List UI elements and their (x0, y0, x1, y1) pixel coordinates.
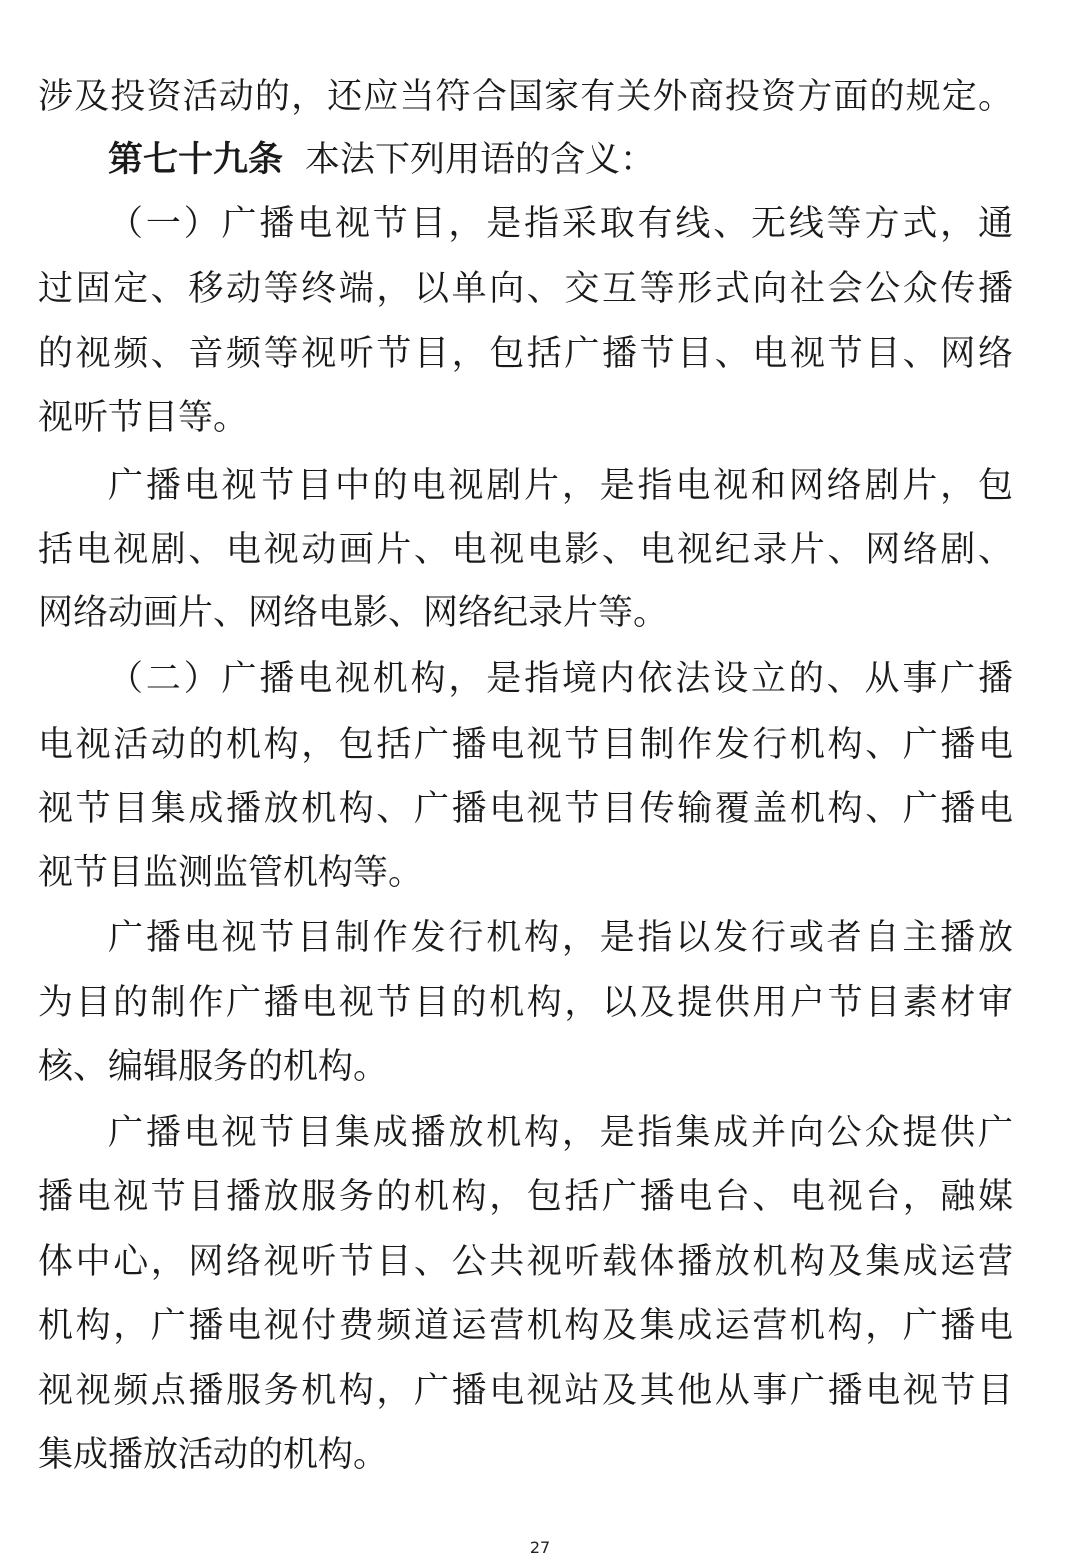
text-line: 集成播放活动的机构。 (38, 1435, 389, 1475)
text-line: 的视频、音频等视听节目，包括广播节目、电视节目、网络 (38, 334, 1013, 374)
text-line: 电视活动的机构，包括广播电视节目制作发行机构、广播电 (38, 725, 1013, 765)
text-line: 播电视节目播放服务的机构，包括广播电台、电视台，融媒 (38, 1177, 1013, 1217)
text-line: 广播电视节目制作发行机构，是指以发行或者自主播放 (108, 918, 1013, 958)
text-line: 本法下列用语的含义： (305, 140, 656, 180)
text-line: 体中心，网络视听节目、公共视听载体播放机构及集成运营 (38, 1242, 1013, 1282)
text-line: 机构，广播电视付费频道运营机构及集成运营机构，广播电 (38, 1306, 1013, 1346)
text-line: （一）广播电视节目，是指采取有线、无线等方式，通 (108, 204, 1013, 244)
text-line: （二）广播电视机构，是指境内依法设立的、从事广播 (108, 659, 1013, 699)
text-line: 视听节目等。 (38, 398, 249, 438)
text-line: 为目的制作广播电视节目的机构，以及提供用户节目素材审 (38, 983, 1013, 1023)
text-line: 视节目监测监管机构等。 (38, 853, 424, 893)
text-line: 网络动画片、网络电影、网络纪录片等。 (38, 593, 669, 633)
text-line: 涉及投资活动的，还应当符合国家有关外商投资方面的规定。 (38, 77, 1013, 117)
text-line: 核、编辑服务的机构。 (38, 1047, 389, 1087)
text-line: 广播电视节目集成播放机构，是指集成并向公众提供广 (108, 1113, 1013, 1153)
text-line: 视视频点播服务机构，广播电视站及其他从事广播电视节目 (38, 1371, 1013, 1411)
article-heading: 第七十九条 (108, 140, 284, 180)
text-line: 广播电视节目中的电视剧片，是指电视和网络剧片，包 (108, 466, 1013, 506)
article-79-line (108, 136, 1013, 184)
page-number: 27 (529, 1538, 551, 1557)
text-line: 视节目集成播放机构、广播电视节目传输覆盖机构、广播电 (38, 789, 1013, 829)
text-line: 过固定、移动等终端，以单向、交互等形式向社会公众传播 (38, 269, 1013, 309)
text-line: 括电视剧、电视动画片、电视电影、电视纪录片、网络剧、 (38, 530, 1013, 570)
